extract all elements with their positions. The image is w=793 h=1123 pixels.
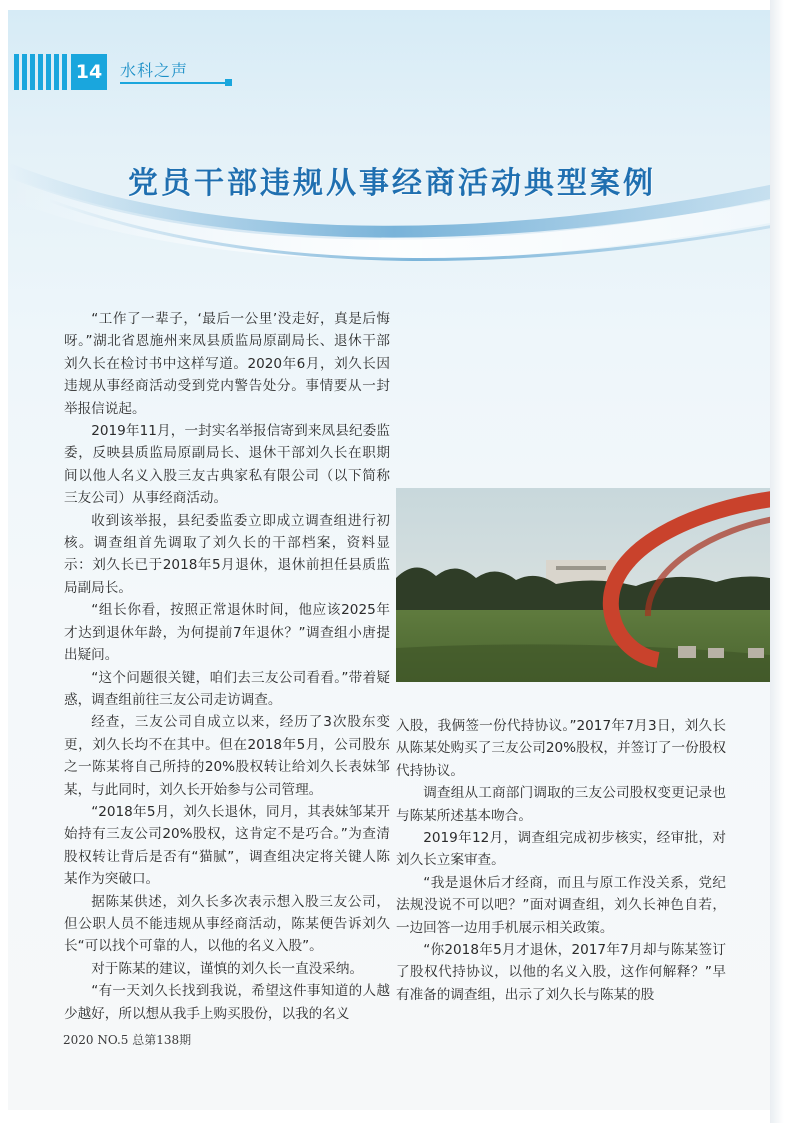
paragraph: “这个问题很关键，咱们去三友公司看看。”带着疑惑，调查组前往三友公司走访调查。 xyxy=(64,669,390,708)
page-number: 14 xyxy=(71,54,107,90)
paragraph: “有一天刘久长找到我说，希望这件事知道的人越少越好，所以想从我手上购买股份，以我的名义 xyxy=(64,983,390,1022)
header-dot xyxy=(225,79,232,86)
header-stripes xyxy=(14,54,67,90)
paragraph: 2019年11月，一封实名举报信寄到来凤县纪委监委，反映县质监局原副局长、退休干部刘久长在职期间以他人名义入股三友古典家私有限公司（以下简称三友公司）从事经商活动。 xyxy=(64,423,390,507)
header-underline xyxy=(120,82,228,84)
article-title: 党员干部违规从事经商活动典型案例 xyxy=(128,166,656,201)
column-name: 水科之声 xyxy=(120,61,189,80)
paragraph: “我是退休后才经商，而且与原工作没关系，党纪法规没说不可以吧？”面对调查组，刘久长神色自若，一边回答一边用手机展示相关政策。 xyxy=(396,874,726,936)
paragraph: 据陈某供述，刘久长多次表示想入股三友公司，但公职人员不能违规从事经商活动，陈某便告诉刘久长“可以找个可靠的人，以他的名义入股”。 xyxy=(64,893,390,955)
issue-footer: 2020 NO.5 总第138期 xyxy=(63,1033,192,1047)
paragraph: 收到该举报，县纪委监委立即成立调查组进行初核。调查组首先调取了刘久长的干部档案，资料显示：刘久长已于2018年5月退休，退休前担任县质监局副局长。 xyxy=(64,512,390,596)
paragraph: 对于陈某的建议，谨慎的刘久长一直没采纳。 xyxy=(91,960,364,977)
paragraph: “工作了一辈子，‘最后一公里’没走好，真是后悔呀。”湖北省恩施州来凤县质监局原副局长、退休干部刘久长在检讨书中这样写道。2020年6月，刘久长因违规从事经商活动受到党内警告处分。事情要从一封举报信说起。 xyxy=(64,311,390,417)
page-edge xyxy=(770,0,793,1123)
paragraph: 调查组从工商部门调取的三友公司股权变更记录也与陈某所述基本吻合。 xyxy=(396,785,726,824)
sculpture-photo xyxy=(396,488,780,682)
paragraph: 2019年12月，调查组完成初步核实，经审批，对刘久长立案审查。 xyxy=(396,830,726,869)
paragraph: “2018年5月，刘久长退休，同月，其表妹邹某开始持有三友公司20%股权，这肯定不是巧合。”为查清股权转让背后是否有“猫腻”，调查组决定将关键人陈某作为突破口。 xyxy=(64,803,390,888)
article-body-left xyxy=(64,308,390,1025)
paragraph: “组长你看，按照正常退休时间，他应该2025年才达到退休年龄，为何提前7年退休？”调查组小唐提出疑问。 xyxy=(64,602,390,664)
paragraph-continued: 入股，我俩签一份代持协议。”2017年7月3日，刘久长从陈某处购买了三友公司20%股权，并签订了一份股权代持协议。 xyxy=(396,718,726,779)
paragraph: 经查，三友公司自成立以来，经历了3次股东变更，刘久长均不在其中。但在2018年5月，公司股东之一陈某将自己所持的20%股权转让给刘久长表妹邹某，与此同时，刘久长开始参与公司管理。 xyxy=(64,714,390,798)
article-body-right xyxy=(396,715,726,1006)
magazine-page xyxy=(8,10,780,1110)
paragraph: “你2018年5月才退休，2017年7月却与陈某签订了股权代持协议，以他的名义入股，这作何解释？”早有准备的调查组，出示了刘久长与陈某的股 xyxy=(396,942,726,1003)
